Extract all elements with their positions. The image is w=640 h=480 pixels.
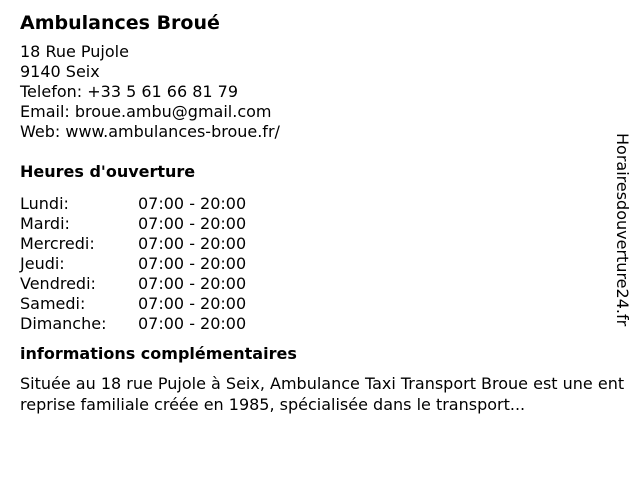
address-street: 18 Rue Pujole [20,42,129,61]
info-description: Située au 18 rue Pujole à Seix, Ambulance Taxi Transport Broue est une entreprise familiale créée en 1985, spécialisée dans le transport... [20,374,625,414]
time-range: 07:00 - 20:00 [138,234,247,253]
day-label: Dimanche: [20,314,107,333]
info-heading: informations complémentaires [20,344,297,363]
web-line: Web: www.ambulances-broue.fr/ [20,122,280,141]
hours-row-sunday [20,314,620,334]
time-range: 07:00 - 20:00 [138,294,247,313]
address-city: 9140 Seix [20,62,100,81]
day-label: Vendredi: [20,274,96,293]
email-line: Email: broue.ambu@gmail.com [20,102,272,121]
time-range: 07:00 - 20:00 [138,254,247,273]
hours-row-saturday [20,294,620,314]
hours-row-monday [20,194,620,214]
time-range: 07:00 - 20:00 [138,274,247,293]
phone-line: Telefon: +33 5 61 66 81 79 [20,82,239,101]
day-label: Mardi: [20,214,70,233]
hours-row-thursday [20,254,620,274]
time-range: 07:00 - 20:00 [138,194,247,213]
time-range: 07:00 - 20:00 [138,214,247,233]
hours-row-wednesday [20,234,620,254]
hours-row-tuesday [20,214,620,234]
business-name: Ambulances Broué [20,12,220,34]
hours-heading: Heures d'ouverture [20,162,196,181]
time-range: 07:00 - 20:00 [138,314,247,333]
day-label: Jeudi: [20,254,65,273]
hours-table [20,194,620,334]
address-block [20,42,620,142]
day-label: Samedi: [20,294,86,313]
brand-watermark: Horairesdouverture24.fr [613,133,632,327]
hours-row-friday [20,274,620,294]
day-label: Lundi: [20,194,69,213]
day-label: Mercredi: [20,234,95,253]
